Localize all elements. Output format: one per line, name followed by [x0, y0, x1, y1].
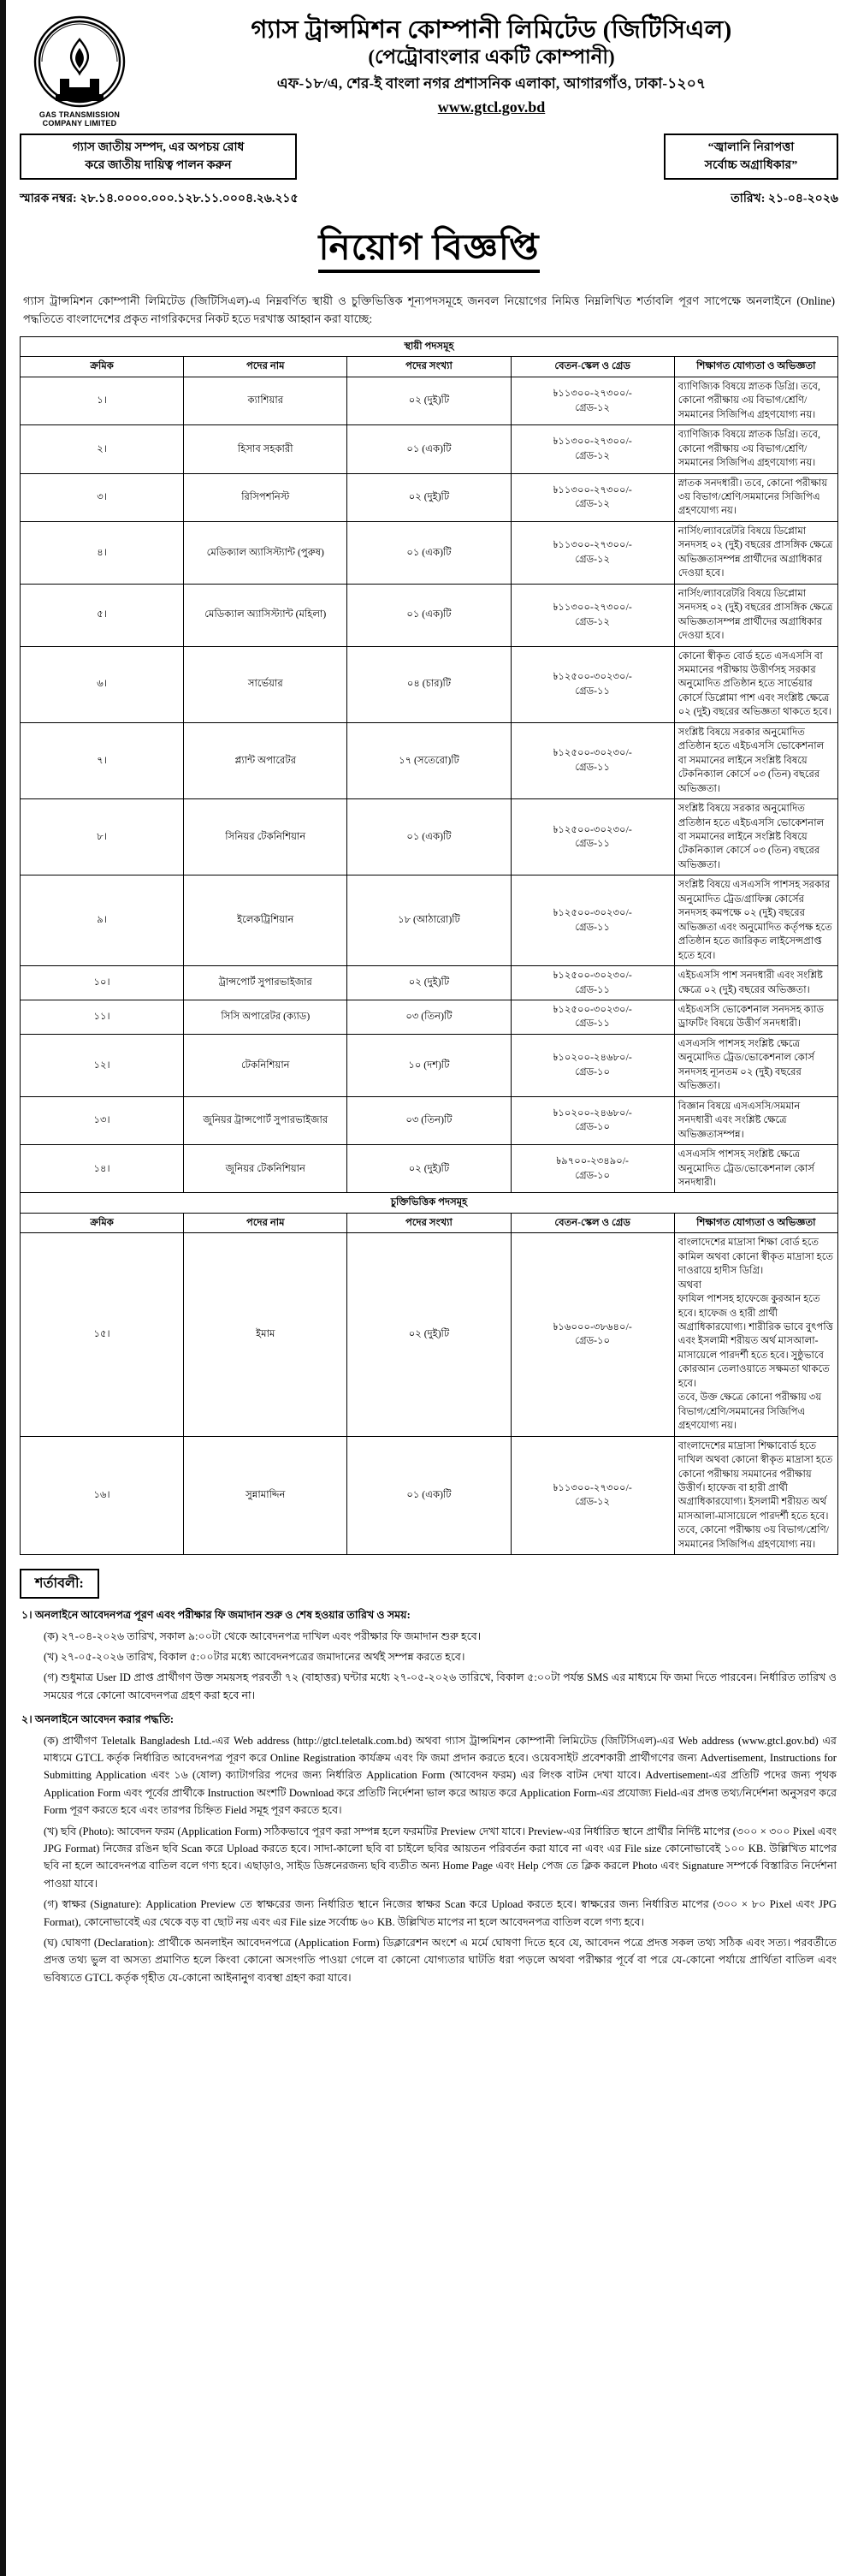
cell-qualification: নার্সিং/ল্যাবরেটরি বিষয়ে ডিপ্লোমা সনদসহ ০২ (দুই) বছরের প্রাসঙ্গিক ক্ষেত্রে অভিজ্ঞতাসম্পন্ন প্রার্থীদের অগ্রাধিকার দেওয়া হবে। — [674, 521, 837, 584]
cell-qualification: ব্যাণিজ্যিক বিষয়ে স্নাতক ডিগ্রি। তবে, কোনো পরীক্ষায় ৩য় বিভাগ/শ্রেণি/সমমানের সিজিপিএ গ্রহণযোগ্য নয়। — [674, 425, 837, 473]
slogan-box-left — [20, 134, 297, 180]
condition-subitem: (খ) ২৭-০৫-২০২৬ তারিখ, বিকাল ৫:০০টার মধ্যে আবেদনপত্রের জমাদানের অর্থই সম্পন্ন করতে হবে। — [44, 1651, 465, 1664]
column-header-row-contract — [21, 1213, 838, 1232]
condition-subitem: (গ) স্বাক্ষর (Signature): Application Preview তে স্বাক্ষরের জন্য নির্ধারিত স্থানে নিজের স্বাক্ষর Scan করে Upload করতে হবে। স্বাক্ষরের জন্য নির্ধারিত মাপের (৩০০ × ৮০ Pixel এবং JPG Format), কোনোভাবেই এর থেকে বড় বা ছোট নয় এবং এর File size সর্বোচ্চ ৬০ KB. উল্লিখিত মাপের না হলে আবেদনপত্র বাতিল বলে গণ্য হবে। — [44, 1898, 837, 1928]
cell-post-name: মেডিক্যাল অ্যাসিস্ট্যান্ট (মহিলা) — [184, 584, 347, 646]
condition-subitem: (ঘ) ঘোষণা (Declaration): প্রার্থীকে অনলাইন আবেদনপত্রে (Application Form) ডিক্লারেশন অংশে এ মর্মে ঘোষণা দিতে হবে যে, আবেদন পত্রে প্রদত্ত সকল তথ্য সঠিক এবং সত্য। পরবর্তীতে প্রদত্ত তথ্য ভুল বা অসত্য প্রমাণিত হলে কিংবা কোনো অসংগতি পাওয়া গেলে বা কোনো যোগ্যতার ঘাটতি ধরা পড়লে অথবা পরীক্ষার পূর্বে বা পরে যে-কোনো পর্যায়ে প্রার্থিতা বাতিল এবং ভবিষ্যতে GTCL কর্তৃক গৃহীত যে-কোনো আইনানুগ ব্যবস্থা গ্রহণ করা যাবে। — [44, 1936, 837, 1984]
cell-vacancies: ০৩ (তিন)টি — [347, 1096, 511, 1144]
cell-vacancies: ০২ (দুই)টি — [347, 377, 511, 424]
table-row — [21, 377, 838, 424]
vacancy-table — [20, 336, 838, 1193]
column-header-post: পদের নাম — [184, 357, 347, 377]
cell-vacancies: ০২ (দুই)টি — [347, 473, 511, 521]
cell-qualification: বিজ্ঞান বিষয়ে এসএসসি/সমমান সনদধারী এবং সংশ্লিষ্ট ক্ষেত্রে অভিজ্ঞতাসম্পন্ন। — [674, 1096, 837, 1144]
table-row — [21, 799, 838, 875]
column-header-qualification-2: শিক্ষাগত যোগ্যতা ও অভিজ্ঞতা — [674, 1213, 837, 1232]
table-row — [21, 425, 838, 473]
organization-name: গ্যাস ট্রান্সমিশন কোম্পানী লিমিটেড (জিটিসিএল) — [251, 16, 732, 44]
cell-serial: ১। — [21, 377, 184, 424]
cell-qualification: নার্সিং/ল্যাবরেটরি বিষয়ে ডিপ্লোমা সনদসহ ০২ (দুই) বছরের প্রাসঙ্গিক ক্ষেত্রে অভিজ্ঞতাসম্পন্ন প্রার্থীদের অগ্রাধিকার দেওয়া হবে। — [674, 584, 837, 646]
table-row — [21, 1034, 838, 1096]
letterhead — [20, 10, 838, 128]
cell-qualification: স্নাতক সনদধারী। তবে, কোনো পরীক্ষায় ৩য় বিভাগ/শ্রেণি/সমমানের সিজিপিএ গ্রহণযোগ্য নয়। — [674, 473, 837, 521]
cell-vacancies: ০১ (এক)টি — [347, 521, 511, 584]
cell-vacancies: ১৭ (সতেরো)টি — [347, 722, 511, 798]
organization-website[interactable]: www.gtcl.gov.bd — [437, 98, 546, 116]
page-title-text: নিয়োগ বিজ্ঞপ্তি — [318, 229, 539, 273]
page-title — [20, 219, 838, 280]
condition-2-subitems — [21, 1732, 837, 1986]
slogan-right-line2: সর্বোচ্চ অগ্রাধিকার” — [704, 158, 798, 172]
cell-serial: ৬। — [21, 646, 184, 722]
cell-vacancies: ০২ (দুই)টি — [347, 966, 511, 1000]
cell-serial: ৫। — [21, 584, 184, 646]
section-title-permanent: স্থায়ী পদসমূহ — [21, 336, 838, 356]
cell-pay-scale: ৳৯৭০০-২৩৪৯০/- গ্রেড-১০ — [511, 1145, 674, 1193]
condition-subitem: (ক) ২৭-০৪-২০২৬ তারিখ, সকাল ৯:০০টা থেকে আবেদনপত্র দাখিল এবং পরীক্ষার ফি জমাদান শুরু হবে। — [44, 1629, 482, 1642]
cell-serial: ২। — [21, 425, 184, 473]
condition-2-title: ২। অনলাইনে আবেদন করার পদ্ধতি: — [21, 1713, 175, 1726]
column-header-qualification: শিক্ষাগত যোগ্যতা ও অভিজ্ঞতা — [674, 357, 837, 377]
conditions-heading — [20, 1569, 838, 1599]
cell-pay-scale: ৳১১৩০০-২৭৩০০/- গ্রেড-১২ — [511, 521, 674, 584]
slogan-row — [20, 134, 838, 180]
cell-post-name: ইমাম — [184, 1233, 347, 1436]
cell-serial: ১১। — [21, 1000, 184, 1034]
cell-qualification: এইচএসসি পাশ সনদধারী এবং সংশ্লিষ্ট ক্ষেত্রে ০২ (দুই) বছরের অভিজ্ঞতা। — [674, 966, 837, 1000]
conditions-body — [21, 1606, 837, 1986]
cell-qualification: সংশ্লিষ্ট বিষয়ে এসএসসি পাশসহ সরকার অনুমোদিত ট্রেড/গ্রাফিক্স কোর্সের সনদসহ কমপক্ষে ০২ (দুই) বছরের অভিজ্ঞতা এবং অনুমোদিত কর্তৃপক্ষ হতে প্রতিষ্ঠান হতে জারিকৃত লাইসেন্সপ্রাপ্ত হতে হবে। — [674, 875, 837, 966]
cell-vacancies: ০৩ (তিন)টি — [347, 1000, 511, 1034]
contract-vacancy-table — [20, 1192, 838, 1555]
cell-post-name: সার্ভেয়ার — [184, 646, 347, 722]
conditions-heading-text: শর্তাবলী: — [20, 1569, 99, 1599]
cell-pay-scale: ৳১২৫০০-৩০২৩০/- গ্রেড-১১ — [511, 722, 674, 798]
cell-pay-scale: ৳১১৩০০-২৭৩০০/- গ্রেড-১২ — [511, 473, 674, 521]
memo-row — [20, 188, 838, 209]
intro-paragraph: গ্যাস ট্রান্সমিশন কোম্পানী লিমিটেড (জিটিসিএল)-এ নিম্নবর্ণিত স্থায়ী ও চুক্তিভিত্তিক শূন্যপদসমূহে জনবল নিয়োগের নিমিত্ত নিম্নলিখিত শর্তাবলি পূরণ সাপেক্ষে অনলাইনে (Online) পদ্ধতিতে বাংলাদেশের প্রকৃত নাগরিকদের নিকট হতে দরখাস্ত আহ্বান করা যাচ্ছে: — [23, 294, 835, 325]
memo-number: স্মারক নম্বর: ২৮.১৪.০০০০.০০০.১২৮.১১.০০০৪.২৬.২১৫ — [20, 192, 299, 205]
cell-serial: ৯। — [21, 875, 184, 966]
cell-vacancies: ০১ (এক)টি — [347, 425, 511, 473]
cell-post-name: রিসিপশনিস্ট — [184, 473, 347, 521]
column-header-post-2: পদের নাম — [184, 1213, 347, 1232]
cell-qualification: ব্যাণিজ্যিক বিষয়ে স্নাতক ডিগ্রি। তবে, কোনো পরীক্ষায় ৩য় বিভাগ/শ্রেণি/সমমানের সিজিপিএ গ্রহণযোগ্য নয়। — [674, 377, 837, 424]
table-row — [21, 1233, 838, 1436]
cell-post-name: সিসি অপারেটর (ক্যাড) — [184, 1000, 347, 1034]
section-header-permanent — [21, 336, 838, 356]
logo-caption-line1: GAS TRANSMISSION — [38, 110, 121, 119]
cell-post-name: মেডিক্যাল অ্যাসিস্ট্যান্ট (পুরুষ) — [184, 521, 347, 584]
cell-post-name: টেকনিশিয়ান — [184, 1034, 347, 1096]
cell-pay-scale: ৳১২৫০০-৩০২৩০/- গ্রেড-১১ — [511, 1000, 674, 1034]
cell-post-name: সিনিয়র টেকনিশিয়ান — [184, 799, 347, 875]
cell-pay-scale: ৳১০২০০-২৪৬৮০/- গ্রেড-১০ — [511, 1096, 674, 1144]
cell-qualification: এসএসসি পাশসহ সংশ্লিষ্ট ক্ষেত্রে অনুমোদিত ট্রেড/ভোকেশনাল কোর্স সনদধারী। — [674, 1145, 837, 1193]
section-title-contract: চুক্তিভিত্তিক পদসমূহ — [21, 1193, 838, 1213]
column-header-vacancies: পদের সংখ্যা — [347, 357, 511, 377]
column-header-pay-2: বেতন-স্কেল ও গ্রেড — [511, 1213, 674, 1232]
cell-vacancies: ০১ (এক)টি — [347, 584, 511, 646]
cell-serial: ৭। — [21, 722, 184, 798]
cell-vacancies: ০৪ (চার)টি — [347, 646, 511, 722]
table-row — [21, 646, 838, 722]
cell-pay-scale: ৳১২৫০০-৩০২৩০/- গ্রেড-১১ — [511, 799, 674, 875]
cell-pay-scale: ৳১২৫০০-৩০২৩০/- গ্রেড-১১ — [511, 966, 674, 1000]
cell-post-name: সুন্নামাদ্দিন — [184, 1436, 347, 1555]
organization-subtitle: (পেট্রোবাংলার একটি কোম্পানী) — [368, 46, 615, 68]
cell-pay-scale: ৳১৬০০০-৩৮৬৪০/- গ্রেড-১০ — [511, 1233, 674, 1436]
cell-post-name: ইলেকট্রিশিয়ান — [184, 875, 347, 966]
cell-post-name: ট্রান্সপোর্ট সুপারভাইজার — [184, 966, 347, 1000]
condition-1-subitems — [21, 1628, 837, 1705]
cell-qualification: সংশ্লিষ্ট বিষয়ে সরকার অনুমোদিত প্রতিষ্ঠান হতে এইচএসসি ভোকেশনাল বা সমমানের লাইনে সংশ্লিষ্ট বিষয়ে টেকনিক্যাল কোর্সে ০৩ (তিন) বছরের অভিজ্ঞতা। — [674, 799, 837, 875]
memo-date: তারিখ: ২১-০৪-২০২৬ — [731, 192, 838, 205]
gtcl-emblem-icon — [32, 14, 127, 110]
cell-pay-scale: ৳১১৩০০-২৭৩০০/- গ্রেড-১২ — [511, 425, 674, 473]
cell-pay-scale: ৳১১৩০০-২৭৩০০/- গ্রেড-১২ — [511, 1436, 674, 1555]
cell-post-name: জুনিয়র ট্রান্সপোর্ট সুপারভাইজার — [184, 1096, 347, 1144]
cell-post-name: জুনিয়র টেকনিশিয়ান — [184, 1145, 347, 1193]
table-row — [21, 1096, 838, 1144]
cell-qualification: বাংলাদেশের মাদ্রাসা শিক্ষা বোর্ড হতে কামিল অথবা কোনো স্বীকৃত মাদ্রাসা হতে দাওরায়ে হাদীস ডিগ্রি। অথবা ফাযিল পাশসহ হাফেজে কুরআন হতে হবে। হাফেজ ও হারী প্রার্থী অগ্রাধিকারযোগ্য। শারীরিক ভাবে বুৎপত্তি এবং ইসলামী শরীয়ত অর্থ মাসআলা-মাসায়েলে পারদর্শী হতে হবে। সুষ্ঠুভাবে কোরআন তেলাওয়াতে সক্ষমতা থাকতে হবে। তবে, উক্ত ক্ষেত্রে কোনো পরীক্ষায় ৩য় বিভাগ/শ্রেণি/সমমানের সিজিপিএ গ্রহণযোগ্য নয়। — [674, 1233, 837, 1436]
condition-subitem: (ক) প্রার্থীগণ Teletalk Bangladesh Ltd.-এর Web address (http://gtcl.teletalk.com.bd) অথবা গ্যাস ট্রান্সমিশন কোম্পানী লিমিটেড (জিটিসিএল)-এর Web address (www.gtcl.gov.bd) এর মাধ্যমে GTCL কর্তৃক নির্ধারিত আবেদনপত্র পূরণ করে Online Registration কার্যক্রম এবং ফি জমা প্রদান করতে হবে। ওয়েবসাইট প্রবেশকারী প্রার্থীগণের জন্য Advertisement, Instructions for Submitting Application এবং ১৬ (ষোল) ক্যাটাগরির পদের জন্য নির্ধারিত Application Form (আবেদন ফরম) এর লিংক বাটন দেখা যাবে। Advertisement-এর প্রতিটি পদের জন্য পৃথক Application Form এবং পূর্বের প্রার্থীকে Instruction অংশটি Download করে প্রতিটি নির্দেশনা ভাল করে আয়ত করে Application Form-এর প্রযোজ্য Field-এর প্রদত্ত তথ্য/নির্দেশনা অনুসরণ করে Form পূরণ করতে হবে এবং তারপর চিহ্নিত Field সমূহ পূরণ করতে হবে। — [44, 1734, 837, 1817]
condition-1-title: ১। অনলাইনে আবেদনপত্র পূরণ এবং পরীক্ষার ফি জমাদান শুরু ও শেষ হওয়ার তারিখ ও সময়: — [21, 1609, 411, 1622]
column-header-vacancies-2: পদের সংখ্যা — [347, 1213, 511, 1232]
cell-serial: ১৬। — [21, 1436, 184, 1555]
cell-pay-scale: ৳১১৩০০-২৭৩০০/- গ্রেড-১২ — [511, 584, 674, 646]
logo-caption-line2: COMPANY LIMITED — [42, 119, 117, 128]
organization-address: এফ-১৮/এ, শের-ই বাংলা নগর প্রশাসনিক এলাকা, আগারগাঁও, ঢাকা-১২০৭ — [276, 74, 707, 92]
logo-caption — [39, 110, 120, 128]
cell-serial: ১২। — [21, 1034, 184, 1096]
table-row — [21, 1145, 838, 1193]
cell-vacancies: ১০ (দশ)টি — [347, 1034, 511, 1096]
table-row — [21, 722, 838, 798]
condition-subitem: (খ) ছবি (Photo): আবেদন ফরম (Application Form) সঠিকভাবে পূরণ করা সম্পন্ন হলে ফরমটির Preview দেখা যাবে। Preview-এর নির্ধারিত স্থানে প্রার্থীর নির্দিষ্ট মাপের (৩০০ × ৩০০ Pixel এবং JPG Format) নিজের রঙিন ছবি Scan করে Upload করতে হবে। সাদা-কালো ছবি বা চাইলে ছবির আয়তন পরিবর্তন করা যাবে না এবং এর File size কোনোভাবেই ১০০ KB. উল্লিখিত মাপের ছবি না হলে আবেদনপত্র বাতিল বলে গণ্য হবে। এছাড়াও, সাইড ডিঙ্গনেরজন্য ছবি ব্যতীত অন্য Home Page এবং Help পেজ তে ক্লিক করলে Photo এবং Signature সম্পর্কে বিস্তারিত নির্দেশনা পাওয়া যাবে। — [44, 1825, 837, 1890]
cell-pay-scale: ৳১০২০০-২৪৬৮০/- গ্রেড-১০ — [511, 1034, 674, 1096]
table-row — [21, 584, 838, 646]
cell-vacancies: ০২ (দুই)টি — [347, 1233, 511, 1436]
table-row — [21, 875, 838, 966]
slogan-left-line1: গ্যাস জাতীয় সম্পদ, এর অপচয় রোধ — [72, 140, 245, 154]
cell-serial: ৪। — [21, 521, 184, 584]
cell-pay-scale: ৳১২৫০০-৩০২৩০/- গ্রেড-১১ — [511, 646, 674, 722]
table-row — [21, 473, 838, 521]
condition-subitem: (গ) শুধুমাত্র User ID প্রাপ্ত প্রার্থীগণ উক্ত সময়সহ পরবর্তী ৭২ (বাহাত্তর) ঘন্টার মধ্যে ২৭-০৫-২০২৬ তারিখে, বিকাল ৫:০০টা পর্যন্ত SMS এর মাধ্যমে ফি জমা দিতে পারবেন। নির্ধারিত তারিখ ও সময়ের পরে কোনো আবেদনপত্র গ্রহণ করা হবে না। — [44, 1671, 837, 1701]
cell-serial: ১৪। — [21, 1145, 184, 1193]
cell-serial: ১৩। — [21, 1096, 184, 1144]
column-header-sl: ক্রমিক — [21, 357, 184, 377]
cell-qualification: কোনো স্বীকৃত বোর্ড হতে এসএসসি বা সমমানের পরীক্ষায় উত্তীর্ণসহ সরকার অনুমোদিত প্রতিষ্ঠান হতে সার্ভেয়ার কোর্সে ডিপ্লোমা পাশ এবং সংশ্লিষ্ট ক্ষেত্রে ০২ (দুই) বছরের অভিজ্ঞতা থাকতে হবে। — [674, 646, 837, 722]
cell-pay-scale: ৳১১৩০০-২৭৩০০/- গ্রেড-১২ — [511, 377, 674, 424]
cell-serial: ১৫। — [21, 1233, 184, 1436]
slogan-box-right — [664, 134, 838, 180]
cell-qualification: এইচএসসি ভোকেশনাল সনদসহ ক্যাড ড্রাফটিং বিষয়ে উত্তীর্ণ সনদধারী। — [674, 1000, 837, 1034]
slogan-left-line2: করে জাতীয় দায়িত্ব পালন করুন — [85, 158, 232, 172]
cell-post-name: ক্যাশিয়ার — [184, 377, 347, 424]
cell-qualification: সংশ্লিষ্ট বিষয়ে সরকার অনুমোদিত প্রতিষ্ঠান হতে এইচএসসি ভোকেশনাল বা সমমানের লাইনে সংশ্লিষ্ট বিষয়ে টেকনিক্যাল কোর্সে ০৩ (তিন) বছরের অভিজ্ঞতা। — [674, 722, 837, 798]
table-row — [21, 521, 838, 584]
cell-serial: ৩। — [21, 473, 184, 521]
vacancy-table-body — [21, 336, 838, 1192]
cell-qualification: এসএসসি পাশসহ সংশ্লিষ্ট ক্ষেত্রে অনুমোদিত ট্রেড/ভোকেশনাল কোর্স সনদসহ ন্যূনতম ০২ (দুই) বছরের অভিজ্ঞতা। — [674, 1034, 837, 1096]
cell-serial: ৮। — [21, 799, 184, 875]
cell-serial: ১০। — [21, 966, 184, 1000]
cell-vacancies: ০২ (দুই)টি — [347, 1145, 511, 1193]
slogan-right-line1: “জ্বালানি নিরাপত্তা — [707, 140, 795, 154]
cell-vacancies: ০১ (এক)টি — [347, 799, 511, 875]
cell-vacancies: ১৮ (আঠারো)টি — [347, 875, 511, 966]
company-logo — [20, 10, 139, 128]
cell-pay-scale: ৳১২৫০০-৩০২৩০/- গ্রেড-১১ — [511, 875, 674, 966]
section-header-contract — [21, 1193, 838, 1213]
column-header-pay: বেতন-স্কেল ও গ্রেড — [511, 357, 674, 377]
cell-vacancies: ০১ (এক)টি — [347, 1436, 511, 1555]
column-header-row-permanent — [21, 357, 838, 377]
table-row — [21, 966, 838, 1000]
organization-block — [145, 10, 838, 116]
cell-post-name: হিসাব সহকারী — [184, 425, 347, 473]
table-row — [21, 1000, 838, 1034]
table-row — [21, 1436, 838, 1555]
contract-table-body — [21, 1193, 838, 1555]
column-header-sl-2: ক্রমিক — [21, 1213, 184, 1232]
cell-post-name: প্ল্যান্ট অপারেটর — [184, 722, 347, 798]
cell-qualification: বাংলাদেশের মাদ্রাসা শিক্ষাবোর্ড হতে দাখিল অথবা কোনো স্বীকৃত মাদ্রাসা হতে কোনো পরীক্ষায় সমমানের পরীক্ষায় উত্তীর্ণ। হাফেজ বা হারী প্রার্থী অগ্রাধিকারযোগ্য। ইসলামী শরীয়ত অর্থ মাসআলা-মাসায়েলে পারদর্শী হতে হবে। তবে, কোনো পরীক্ষায় ৩য় বিভাগ/শ্রেণি/সমমানের সিজিপিএ গ্রহণযোগ্য নয়। — [674, 1436, 837, 1555]
